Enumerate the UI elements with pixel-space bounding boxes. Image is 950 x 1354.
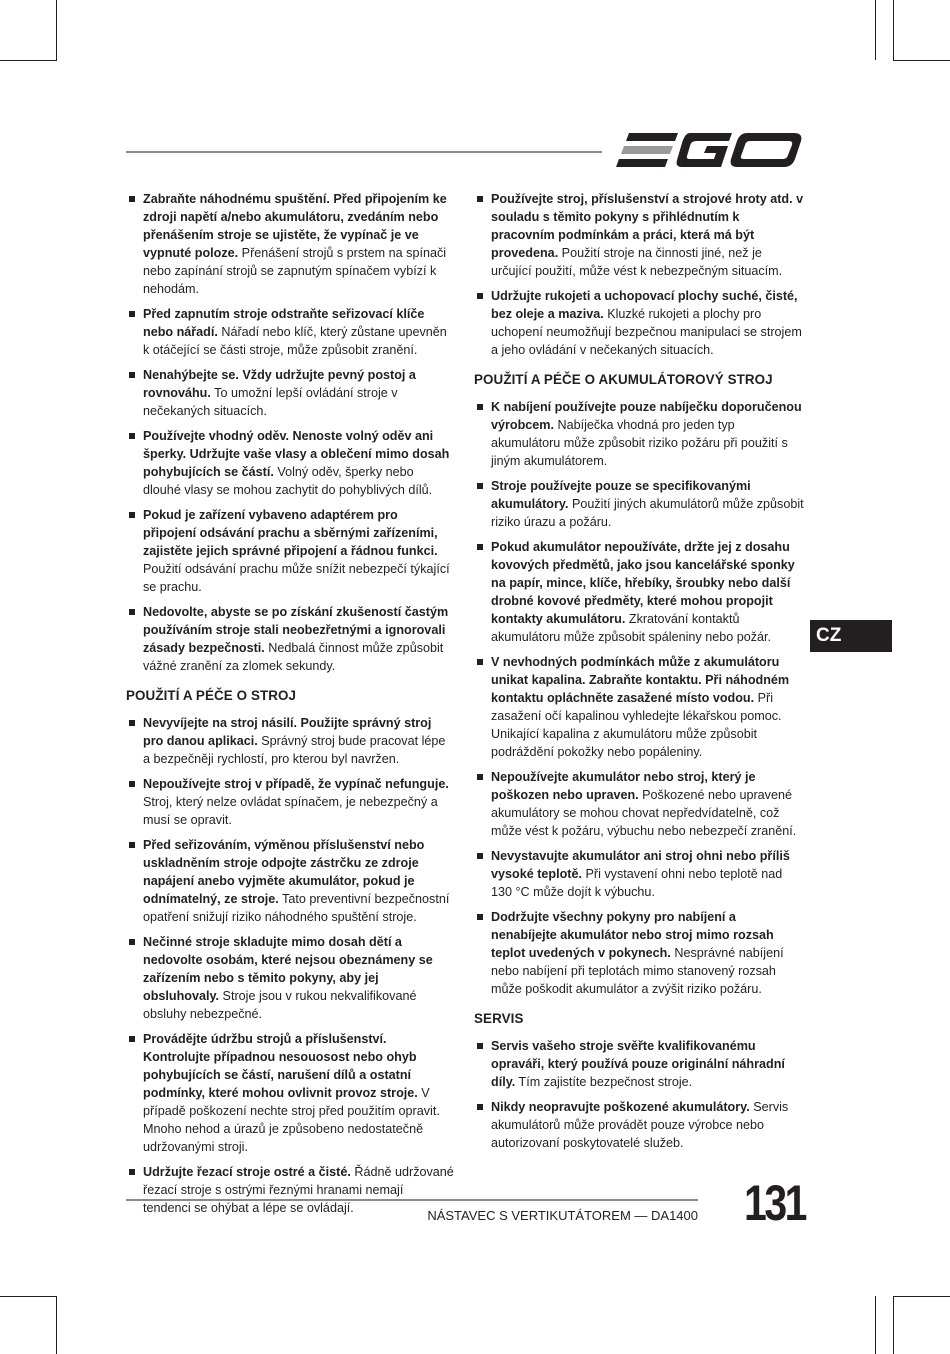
crop-mark-bottom-right-v1 (875, 1296, 876, 1354)
square-bullet-icon (129, 512, 135, 518)
bullet-item (474, 653, 804, 761)
bullet-item (474, 1098, 804, 1152)
square-bullet-icon (477, 659, 483, 665)
bullet-bold-lead: Nevystavujte akumulátor ani stroj ohni nebo příliš vysoké teplotě. (491, 849, 790, 881)
bullet-item (474, 847, 804, 901)
square-bullet-icon (129, 1036, 135, 1042)
bullet-body-text: Volný oděv, šperky nebo dlouhé vlasy se mohou zachytit do pohyblivých dílů. (143, 465, 433, 497)
bullet-item (474, 398, 804, 470)
header-rule (126, 151, 602, 153)
square-bullet-icon (129, 609, 135, 615)
page-number: 131 (744, 1175, 806, 1231)
bullet-bold-lead: Servis vašeho stroje svěřte kvalifikovanému opraváři, který používá pouze originální náhradní díly. (491, 1039, 785, 1089)
square-bullet-icon (129, 196, 135, 202)
bullet-bold-lead: Dodržujte všechny pokyny pro nabíjení a nenabíjejte akumulátor nebo stroj mimo rozsah teplot uvedených v pokynech. (491, 910, 774, 960)
bullet-bold-lead: Nečinné stroje skladujte mimo dosah dětí a nedovolte osobám, které nejsou obeznámeny se zařízením nebo s těmito pokyny, aby jej obsluhovaly. (143, 935, 433, 1003)
bullet-body-text: Nedbalá činnost může způsobit vážné zranění za zlomek sekundy. (143, 641, 444, 673)
bullet-bold-lead: Nenahýbejte se. Vždy udržujte pevný postoj a rovnováhu. (143, 368, 416, 400)
square-bullet-icon (477, 544, 483, 550)
bullet-item (126, 1030, 454, 1156)
bullet-bold-lead: Provádějte údržbu strojů a příslušenství. Kontrolujte případnou nesouosost nebo ohyb pohybujících se částí, narušení dílů a ostatní podmínky, které mohou ovlivnit provoz stroje. (143, 1032, 418, 1100)
crop-mark-bottom-left-h (0, 1296, 57, 1297)
bullet-bold-lead: Zabraňte náhodnému spuštění. Před připojením ke zdroji napětí a/nebo akumulátoru, zvedáním nebo přenášením stroje se ujistěte, že vypínač je ve vypnuté poloze. (143, 192, 447, 260)
bullet-item (126, 714, 454, 768)
section-heading: POUŽITÍ A PÉČE O AKUMULÁTOROVÝ STROJ (474, 372, 773, 387)
bullet-item (474, 1037, 804, 1091)
bullet-bold-lead: Nedovolte, abyste se po získání zkušeností častým používáním stroje stali neobezřetnými a ignorovali zásady bezpečnosti. (143, 605, 449, 655)
bullet-item (126, 305, 454, 359)
square-bullet-icon (477, 1104, 483, 1110)
bullet-item (126, 1163, 454, 1217)
crop-mark-bottom-left-v (56, 1296, 57, 1354)
bullet-body-text: Správný stroj bude pracovat lépe a bezpečněji rychlostí, pro kterou byl navržen. (143, 734, 446, 766)
bullet-body-text: Použití stroje na činnosti jiné, než je určující použití, může vést k nebezpečným situacím. (491, 246, 783, 278)
left-column (126, 190, 454, 1224)
bullet-bold-lead: Nepoužívejte akumulátor nebo stroj, který je poškozen nebo upraven. (491, 770, 756, 802)
square-bullet-icon (477, 404, 483, 410)
bullet-bold-lead: Používejte stroj, příslušenství a strojové hroty atd. v souladu s těmito pokyny s přihlédnutím k pracovním podmínkám a práci, která má být provedena. (491, 192, 804, 260)
crop-mark-top-left-h (0, 60, 57, 61)
bullet-item (474, 908, 804, 998)
bullet-item (126, 427, 454, 499)
square-bullet-icon (129, 433, 135, 439)
bullet-body-text: Kluzké rukojeti a plochy pro uchopení neumožňují bezpečnou manipulaci se strojem a jeho ovládání v nečekaných situacích. (491, 307, 802, 357)
square-bullet-icon (129, 311, 135, 317)
crop-mark-bottom-right-v2 (893, 1296, 894, 1354)
bullet-body-text: Tím zajistíte bezpečnost stroje. (515, 1075, 693, 1089)
bullet-body-text: To umožní lepší ovládání stroje v nečekaných situacích. (143, 386, 398, 418)
square-bullet-icon (477, 483, 483, 489)
right-column (474, 190, 804, 1159)
square-bullet-icon (477, 914, 483, 920)
square-bullet-icon (129, 372, 135, 378)
bullet-item (126, 775, 454, 829)
bullet-bold-lead: Používejte vhodný oděv. Nenoste volný oděv ani šperky. Udržujte vaše vlasy a oblečení mimo dosah pohybujících se částí. (143, 429, 450, 479)
bullet-body-text: Stroj, který nelze ovládat spínačem, je nebezpečný a musí se opravit. (143, 795, 438, 827)
bullet-bold-lead: Nikdy neopravujte poškozené akumulátory. (491, 1100, 750, 1114)
section-heading: SERVIS (474, 1011, 524, 1026)
bullet-item (126, 603, 454, 675)
square-bullet-icon (129, 939, 135, 945)
square-bullet-icon (477, 1043, 483, 1049)
square-bullet-icon (477, 293, 483, 299)
square-bullet-icon (477, 774, 483, 780)
bullet-body-text: Při zasažení očí kapalinou vyhledejte lékařskou pomoc. Unikající kapalina z akumulátoru může způsobit podráždění pokožky nebo popáleniny. (491, 691, 782, 759)
bullet-bold-lead: Udržujte řezací stroje ostré a čisté. (143, 1165, 351, 1179)
square-bullet-icon (129, 720, 135, 726)
crop-mark-bottom-right-h (893, 1296, 950, 1297)
bullet-body-text: Použití odsávání prachu může snížit nebezpečí týkající se prachu. (143, 562, 450, 594)
bullet-bold-lead: Pokud je zařízení vybaveno adaptérem pro připojení odsávání prachu a sběrnými zařízeními, zajistěte jejich správné připojení a řádnou funkci. (143, 508, 438, 558)
bullet-item (126, 190, 454, 298)
bullet-item (126, 836, 454, 926)
bullet-bold-lead: K nabíjení používejte pouze nabíječku doporučenou výrobcem. (491, 400, 802, 432)
bullet-item (126, 506, 454, 596)
bullet-body-text: Při vystavení ohni nebo teplotě nad 130 °C může dojít k výbuchu. (491, 867, 783, 899)
footer-rule (126, 1199, 698, 1201)
bullet-bold-lead: V nevhodných podmínkách může z akumulátoru unikat kapalina. Zabraňte kontaktu. Při náhodném kontaktu opláchněte zasažené místo vodou. (491, 655, 790, 705)
square-bullet-icon (129, 1169, 135, 1175)
bullet-body-text: Řádně udržované řezací stroje s ostrými řeznými hranami nemají tendenci se ohýbat a lépe se ovládají. (143, 1165, 454, 1215)
crop-mark-top-left-v (56, 0, 57, 60)
square-bullet-icon (129, 781, 135, 787)
bullet-body-text: Stroje jsou v rukou nekvalifikované obsluhy nebezpečné. (143, 989, 417, 1021)
footer-title: NÁSTAVEC S VERTIKUTÁTOREM — DA1400 (427, 1208, 698, 1223)
bullet-bold-lead: Pokud akumulátor nepoužíváte, držte jej z dosahu kovových předmětů, jako jsou kancelářské sponky na papír, mince, klíče, hřebíky, šroubky nebo další drobné kovové předměty, které mohou propojit kontakty akumulátoru. (491, 540, 795, 626)
bullet-body-text: Nářadí nebo klíč, který zůstane upevněn k otáčející se části stroje, může způsobit zranění. (143, 325, 447, 357)
bullet-item (474, 477, 804, 531)
bullet-body-text: Poškozené nebo upravené akumulátory se mohou chovat nepředvídatelně, což může vést k požáru, výbuchu nebo nebezpečí zranění. (491, 788, 797, 838)
bullet-body-text: V případě poškození nechte stroj před použitím opravit. Mnoho nehod a úrazů je způsobeno nedostatečně udržovanými stroji. (143, 1086, 440, 1154)
bullet-bold-lead: Nepoužívejte stroj v případě, že vypínač nefunguje. (143, 777, 449, 791)
bullet-bold-lead: Před seřizováním, výměnou příslušenství nebo uskladněním stroje odpojte zástrčku ze zdroje napájení anebo vyjměte akumulátor, pokud je odnímatelný, ze stroje. (143, 838, 425, 906)
bullet-item (126, 933, 454, 1023)
square-bullet-icon (129, 842, 135, 848)
crop-mark-top-right-v1 (875, 0, 876, 60)
bullet-bold-lead: Stroje používejte pouze se specifikovanými akumulátory. (491, 479, 751, 511)
bullet-body-text: Tato preventivní bezpečnostní opatření snižují riziko náhodného spuštění stroje. (143, 892, 450, 924)
bullet-body-text: Servis akumulátorů může provádět pouze výrobce nebo autorizovaní poskytovatelé služeb. (491, 1100, 789, 1150)
bullet-body-text: Nabíječka vhodná pro jeden typ akumulátoru může způsobit riziko požáru při použití s jiným akumulátorem. (491, 418, 788, 468)
bullet-bold-lead: Udržujte rukojeti a uchopovací plochy suché, čisté, bez oleje a maziva. (491, 289, 798, 321)
bullet-body-text: Nesprávné nabíjení nebo nabíjení při teplotách mimo stanovený rozsah může poškodit akumulátor a zvýšit riziko požáru. (491, 946, 784, 996)
bullet-item (474, 768, 804, 840)
bullet-body-text: Použití jiných akumulátorů může způsobit riziko úrazu a požáru. (491, 497, 804, 529)
ego-logo (616, 128, 802, 172)
bullet-item (474, 287, 804, 359)
bullet-item (474, 190, 804, 280)
bullet-item (474, 538, 804, 646)
section-heading: POUŽITÍ A PÉČE O STROJ (126, 688, 297, 703)
language-tab: CZ (810, 620, 892, 652)
square-bullet-icon (477, 853, 483, 859)
bullet-bold-lead: Před zapnutím stroje odstraňte seřizovací klíče nebo nářadí. (143, 307, 425, 339)
crop-mark-top-right-h (893, 60, 950, 61)
crop-mark-top-right-v2 (893, 0, 894, 60)
bullet-item (126, 366, 454, 420)
square-bullet-icon (477, 196, 483, 202)
bullet-bold-lead: Nevyvíjejte na stroj násilí. Použijte správný stroj pro danou aplikaci. (143, 716, 432, 748)
bullet-body-text: Zkratování kontaktů akumulátoru může způsobit spáleniny nebo požár. (491, 612, 772, 644)
bullet-body-text: Přenášení strojů s prstem na spínači nebo zapínání strojů se zapnutým spínačem vybízí k nehodám. (143, 246, 447, 296)
